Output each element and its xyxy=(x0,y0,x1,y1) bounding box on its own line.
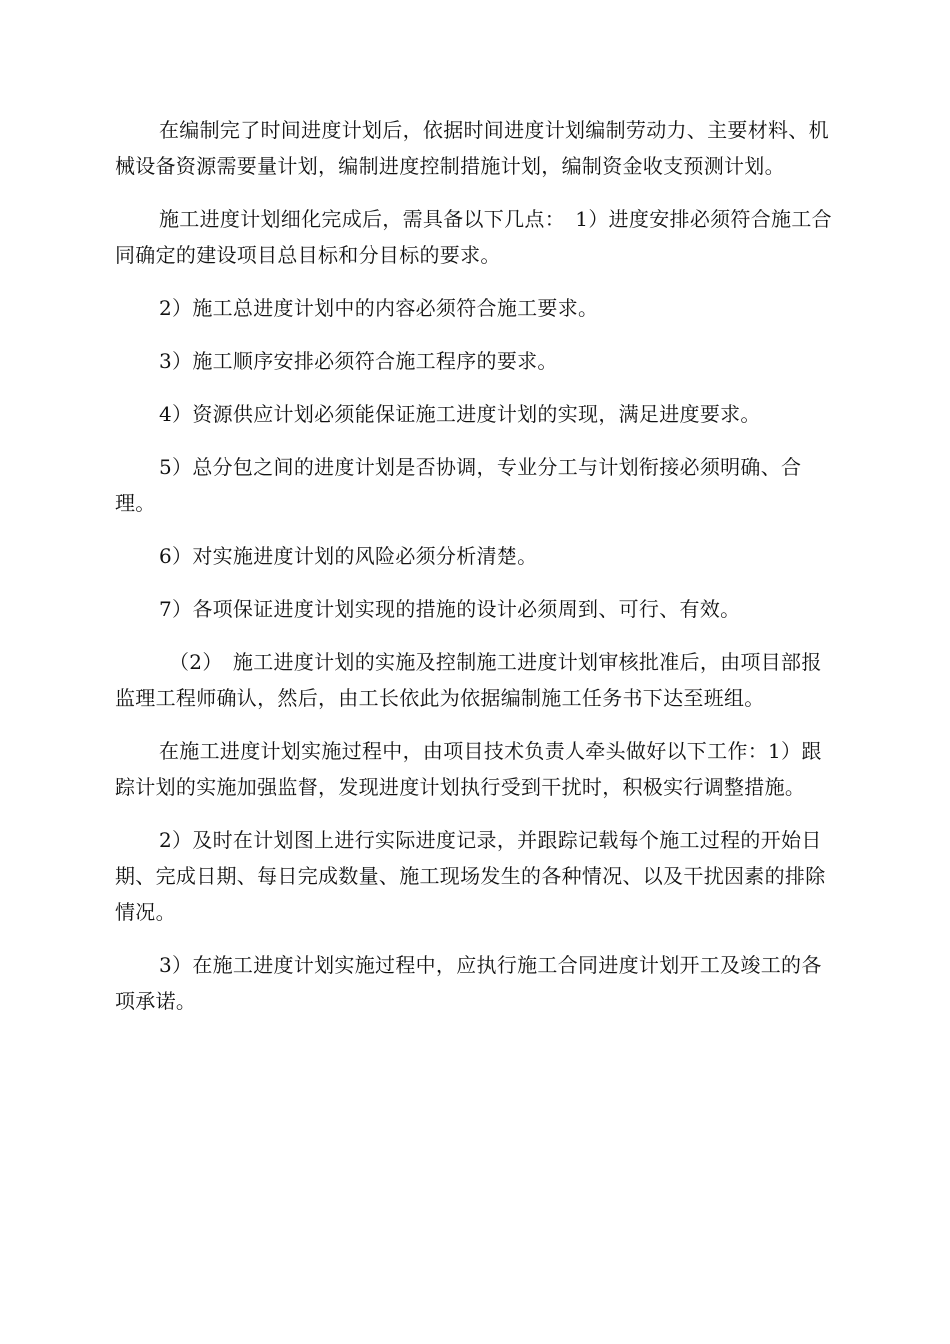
paragraph-implementation-work: 在施工进度计划实施过程中，由项目技术负责人牵头做好以下工作：1）跟踪计划的实施加强监督，发现进度计划执行受到干扰时，积极实行调整措施。 xyxy=(115,739,822,799)
paragraph-requirement-7: 7）各项保证进度计划实现的措施的设计必须周到、可行、有效。 xyxy=(159,597,741,621)
paragraph-progress-record: 2）及时在计划图上进行实际进度记录，并跟踪记载每个施工过程的开始日期、完成日期、每日完成数量、施工现场发生的各种情况、以及干扰因素的排除情况。 xyxy=(115,828,826,924)
paragraph-requirement-4: 4）资源供应计划必须能保证施工进度计划的实现，满足进度要求。 xyxy=(159,402,761,426)
paragraph-requirement-5: 5）总分包之间的进度计划是否协调，专业分工与计划衔接必须明确、合理。 xyxy=(115,455,802,515)
paragraph-resource-planning: 在编制完了时间进度计划后，依据时间进度计划编制劳动力、主要材料、机械设备资源需要量计划，编制进度控制措施计划，编制资金收支预测计划。 xyxy=(115,118,829,178)
paragraph-plan-requirements: 施工进度计划细化完成后，需具备以下几点： 1）进度安排必须符合施工合同确定的建设项目总目标和分目标的要求。 xyxy=(115,207,832,267)
paragraph-section-2: （2） 施工进度计划的实施及控制施工进度计划审核批准后，由项目部报监理工程师确认，然后，由工长依此为依据编制施工任务书下达至班组。 xyxy=(115,650,822,710)
paragraph-contract-commitments: 3）在施工进度计划实施过程中，应执行施工合同进度计划开工及竣工的各项承诺。 xyxy=(115,953,822,1013)
document-body xyxy=(115,112,835,1036)
paragraph-requirement-3: 3）施工顺序安排必须符合施工程序的要求。 xyxy=(159,349,558,373)
paragraph-requirement-2: 2）施工总进度计划中的内容必须符合施工要求。 xyxy=(159,296,599,320)
paragraph-requirement-6: 6）对实施进度计划的风险必须分析清楚。 xyxy=(159,544,538,568)
